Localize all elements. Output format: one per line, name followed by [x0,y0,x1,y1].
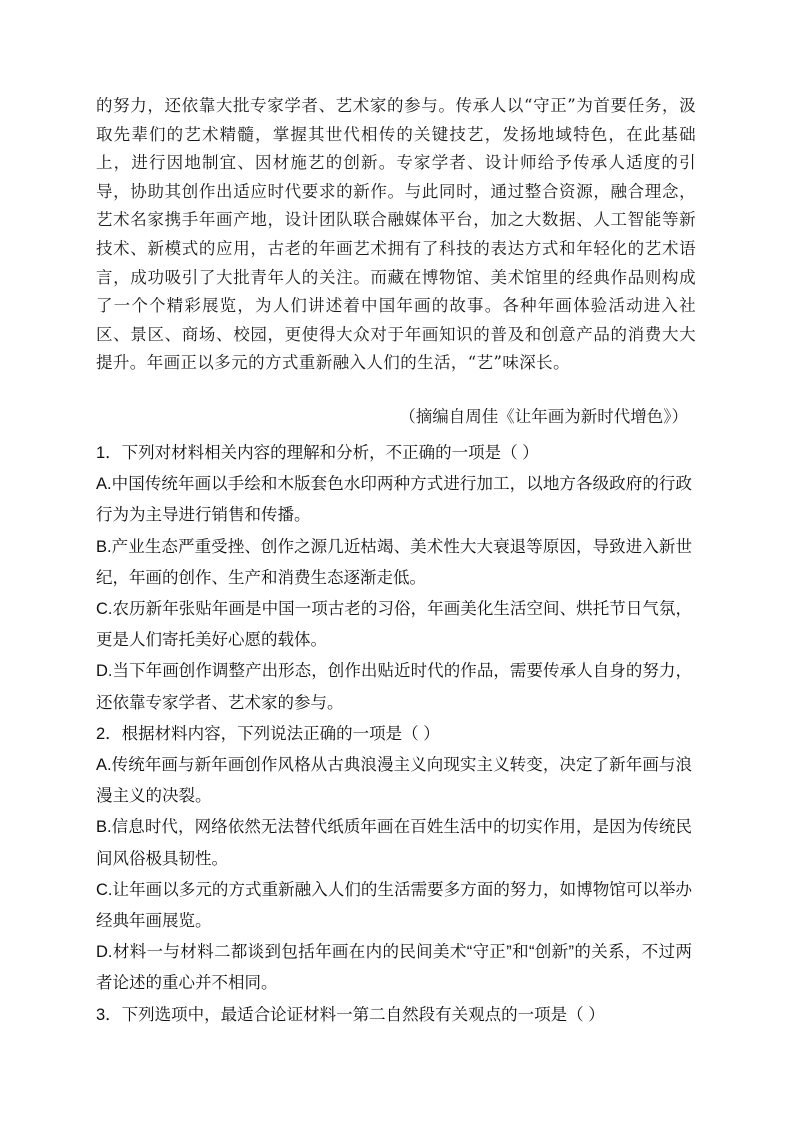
question-2 [96,719,692,1000]
question-stem: 1．下列对材料相关内容的理解和分析，不正确的一项是（ ） [96,444,539,462]
question-stem: 2．根据材料内容，下列说法正确的一项是（ ） [96,724,440,743]
passage-text: 的努力，还依靠大批专家学者、艺术家的参与。传承人以“守正”为首要任务，汲取先辈们的艺术精髓，掌握其世代相传的关键技艺，发扬地域特色，在此基础上，进行因地制宜、因材施艺的创新。专家学者、设计师给予传承人适度的引导，协助其创作出适应时代要求的新作。与此同时，通过整合资源，融合理念，艺术名家携手年画产地，设计团队联合融媒体平台，加之大数据、人工智能等新技术、新模式的应用，古老的年画艺术拥有了科技的表达方式和年轻化的艺术语言，成功吸引了大批青年人的关注。而藏在博物馆、美术馆里的经典作品则构成了一个个精彩展览，为人们讲述着中国年画的故事。各种年画体验活动进入社区、景区、商场、校园，更使得大众对于年画知识的普及和创意产品的消费大大提升。年画正以多元的方式重新融入人们的生活，“艺”味深长。 [96,96,696,373]
question-list [96,438,692,1031]
option-a: A.中国传统年画以手绘和木版套色水印两种方式进行加工，以地方各级政府的行政行为为主导进行销售和传播。 [96,475,692,525]
option-c: C.让年画以多元的方式重新融入人们的生活需要多方面的努力，如博物馆可以举办经典年画展览。 [96,880,692,931]
question-3 [96,1000,692,1031]
option-b: B.信息时代，网络依然无法替代纸质年画在百姓生活中的切实作用，是因为传统民间风俗极具韧性。 [96,818,692,868]
option-b: B.产业生态严重受挫、创作之源几近枯竭、美术性大大衰退等原因，导致进入新世纪，年画的创作、生产和消费生态逐渐走低。 [96,537,692,587]
option-c: C.农历新年张贴年画是中国一项古老的习俗，年画美化生活空间、烘托节日气氛，更是人们寄托美好心愿的载体。 [96,600,692,650]
option-d: D.材料一与材料二都谈到包括年画在内的民间美术“守正”和“创新”的关系，不过两者论述的重心并不相同。 [96,943,692,993]
source-citation: （摘编自周佳《让年画为新时代增色》） [399,407,688,426]
question-1 [96,438,692,719]
question-stem: 3．下列选项中，最适合论证材料一第二自然段有关观点的一项是（ ） [96,1005,605,1024]
option-d: D.当下年画创作调整产出形态，创作出贴近时代的作品，需要传承人自身的努力，还依靠专家学者、艺术家的参与。 [96,662,692,712]
option-a: A.传统年画与新年画创作风格从古典浪漫主义向现实主义转变，决定了新年画与浪漫主义的决裂。 [96,756,692,806]
